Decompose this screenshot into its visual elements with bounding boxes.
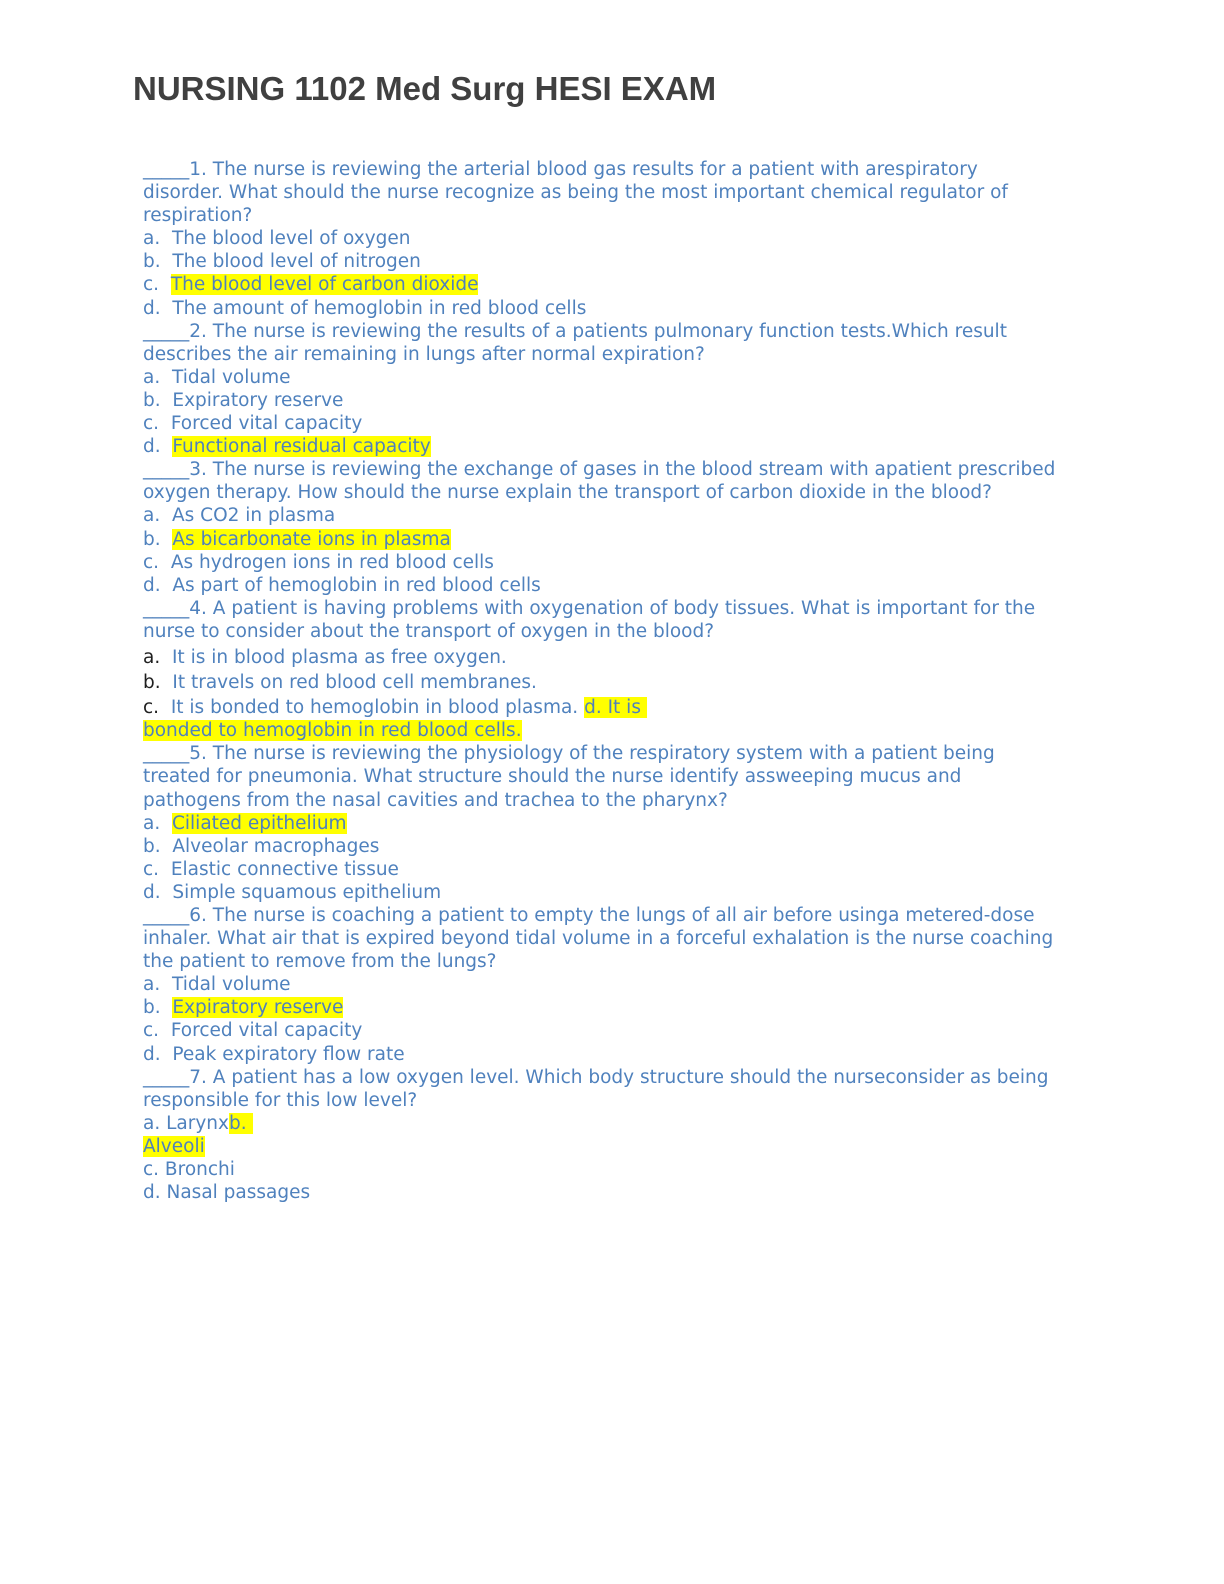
question-2-option-c: c. Forced vital capacity: [143, 413, 363, 435]
question-2-option-d: [143, 435, 1063, 458]
question-5-option-a: [143, 812, 1063, 835]
question-1-option-b: b. The blood level of nitrogen: [143, 251, 421, 273]
question-5-stem: _____5. The nurse is reviewing the physiology of the respiratory system with a patient being treated for pneumonia. What structure should the nurse identify assweeping mucus and pathogens from the nasal cavities and trachea to the pharynx?: [143, 743, 1001, 811]
option-letter: b.: [143, 997, 173, 1019]
question-5-option-b: b. Alveolar macrophages: [143, 835, 380, 857]
question-6-option-c: c. Forced vital capacity: [143, 1020, 363, 1042]
option-letter: d.: [143, 436, 173, 458]
document-title: NURSING 1102 Med Surg HESI EXAM: [133, 70, 717, 107]
question-6-stem: _____6. The nurse is coaching a patient to empty the lungs of all air before usinga metered-dose inhaler. What air that is expired beyond tidal volume in a forceful exhalation is the nurse coaching the patient to remove from the lungs?: [143, 905, 1060, 973]
question-1-option-d: d. The amount of hemoglobin in red blood cells: [143, 297, 587, 319]
option-letter: a.: [143, 812, 172, 834]
question-5-option-d: d. Simple squamous epithelium: [143, 881, 442, 903]
question-4-option-b: [143, 671, 1063, 694]
option-letter: b.: [143, 528, 173, 550]
option-text: It is in blood plasma as free oxygen.: [160, 646, 507, 668]
highlighted-answer: The blood level of carbon dioxide: [170, 274, 479, 296]
highlighted-answer: d. It is: [584, 697, 647, 719]
question-3-option-a: a. As CO2 in plasma: [143, 505, 336, 527]
question-2-option-a: a. Tidal volume: [143, 366, 291, 388]
option-text: a. Larynx: [143, 1112, 229, 1134]
option-letter: c.: [143, 697, 160, 719]
question-3-option-b: [143, 528, 1063, 551]
option-letter: c.: [143, 274, 171, 296]
question-2-stem: _____2. The nurse is reviewing the results of a patients pulmonary function tests.Which result describes the air remaining in lungs after normal expiration?: [143, 320, 1013, 365]
question-6-option-d: d. Peak expiratory flow rate: [143, 1043, 405, 1065]
question-4-option-c: [143, 696, 1063, 719]
highlighted-answer: Alveoli: [143, 1135, 205, 1157]
question-7-option-b-continued: [143, 1135, 1063, 1158]
question-1-option-a: a. The blood level of oxygen: [143, 228, 411, 250]
question-5-option-c: c. Elastic connective tissue: [143, 858, 399, 880]
question-1-option-c: [143, 273, 1063, 296]
question-2-option-b: b. Expiratory reserve: [143, 389, 344, 411]
question-3-option-d: d. As part of hemoglobin in red blood cells: [143, 574, 541, 596]
highlighted-answer: As bicarbonate ions in plasma: [172, 528, 451, 550]
question-4-option-a: [143, 646, 1063, 669]
question-7-option-c: c. Bronchi: [143, 1159, 235, 1181]
option-text: It is bonded to hemoglobin in blood plasma.: [159, 697, 585, 719]
question-7-stem: _____7. A patient has a low oxygen level. Which body structure should the nurseconsider as being responsible for this low level?: [143, 1066, 1055, 1111]
highlighted-answer: Ciliated epithelium: [171, 812, 347, 834]
highlighted-answer: b.: [228, 1112, 253, 1134]
question-1-stem: _____1. The nurse is reviewing the arterial blood gas results for a patient with arespiratory disorder. What should the nurse recognize as being the most important chemical regulator of respiration?: [143, 159, 1014, 227]
question-7-option-d: d. Nasal passages: [143, 1182, 311, 1204]
highlighted-answer: Expiratory reserve: [172, 997, 344, 1019]
question-3-option-c: c. As hydrogen ions in red blood cells: [143, 551, 494, 573]
question-4-option-d-continued: [143, 719, 1063, 742]
option-text: It travels on red blood cell membranes.: [160, 672, 537, 694]
question-3-stem: _____3. The nurse is reviewing the exchange of gases in the blood stream with apatient prescribed oxygen therapy. How should the nurse explain the transport of carbon dioxide in the blood?: [143, 459, 1062, 504]
highlighted-answer: bonded to hemoglobin in red blood cells.: [143, 720, 522, 742]
question-7-option-a: [143, 1112, 1063, 1135]
option-letter: a.: [143, 646, 161, 668]
highlighted-answer: Functional residual capacity: [172, 436, 431, 458]
question-4-stem: _____4. A patient is having problems with oxygenation of body tissues. What is important for the nurse to consider about the transport of oxygen in the blood?: [143, 597, 1042, 642]
question-6-option-b: [143, 996, 1063, 1019]
question-6-option-a: a. Tidal volume: [143, 974, 291, 996]
question-list: [143, 158, 1063, 1204]
option-letter: b.: [143, 672, 161, 694]
